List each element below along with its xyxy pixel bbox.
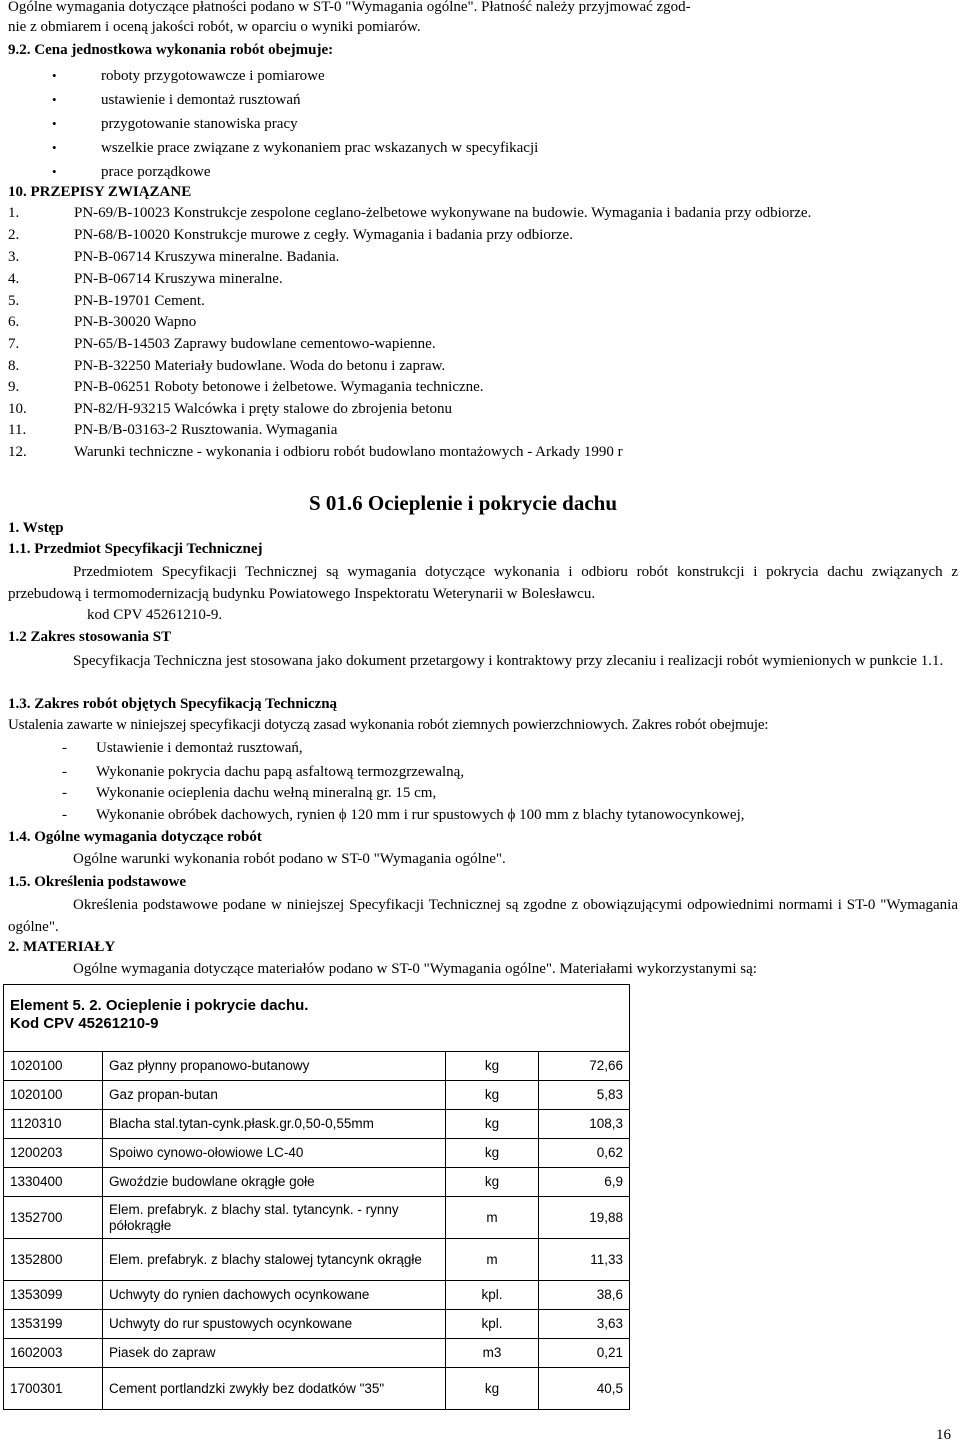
intro-line-1: Ogólne wymagania dotyczące płatności podano w ST-0 "Wymagania ogólne". Płatność należy przyjmować zgod- [8, 0, 691, 15]
bullet-icon: • [52, 68, 57, 83]
bullet-item: • roboty przygotowawcze i pomiarowe [52, 68, 325, 84]
table-row: 1353099 Uchwyty do rynien dachowych ocynkowane kpl. 38,6 [4, 1281, 630, 1310]
table-row: 1352800 Elem. prefabryk. z blachy stalowej tytancynk okrągłe m 11,33 [4, 1239, 630, 1281]
section-1-5-body: Określenia podstawowe podane w niniejszej Specyfikacji Technicznej są zgodne z obowiązującymi odpowiednimi normami i ST-0 "Wymagania ogólne". [8, 897, 958, 935]
section-1-4-title: 1.4. Ogólne wymagania dotyczące robót [8, 829, 262, 845]
cpv-code: kod CPV 45261210-9. [87, 607, 223, 623]
table-row: 1353199 Uchwyty do rur spustowych ocynkowane kpl. 3,63 [4, 1310, 630, 1339]
table-row: 1330400 Gwoździe budowlane okrągłe gołe kg 6,9 [4, 1168, 630, 1197]
section-2-title: 2. MATERIAŁY [8, 939, 116, 955]
page-number: 16 [936, 1427, 951, 1443]
table-header: Element 5. 2. Ocieplenie i pokrycie dachu. Kod CPV 45261210-9 [4, 985, 630, 1052]
bullet-icon: • [52, 164, 57, 179]
bullet-item: • przygotowanie stanowiska pracy [52, 116, 298, 132]
table-header-row [4, 985, 630, 1052]
section-1-3-title: 1.3. Zakres robót objętych Specyfikacją Techniczną [8, 696, 338, 712]
section-1-4-body: Ogólne warunki wykonania robót podano w ST-0 "Wymagania ogólne". [73, 851, 506, 867]
spec-title: S 01.6 Ocieplenie i pokrycie dachu [309, 491, 618, 515]
bullet-icon: • [52, 140, 57, 155]
section-9-2-title: 9.2. Cena jednostkowa wykonania robót obejmuje: [8, 42, 334, 58]
bullet-item: • wszelkie prace związane z wykonaniem prac wskazanych w specyfikacji [52, 140, 539, 156]
materials-table [3, 984, 630, 1410]
table-row: 1120310 Blacha stal.tytan-cynk.płask.gr.0,50-0,55mm kg 108,3 [4, 1110, 630, 1139]
bullet-item: • ustawienie i demontaż rusztowań [52, 92, 301, 108]
section-1-5-title: 1.5. Określenia podstawowe [8, 874, 187, 890]
section-1-2-body: Specyfikacja Techniczna jest stosowana jako dokument przetargowy i kontraktowy przy zlecaniu i realizacji robót wymienionych w punkcie 1.1. [73, 653, 944, 669]
section-1-title: 1. Wstęp [8, 520, 64, 536]
section-2-body: Ogólne wymagania dotyczące materiałów podano w ST-0 "Wymagania ogólne". Materiałami wykorzystanymi są: [73, 961, 757, 977]
section-1-3-body: Ustalenia zawarte w niniejszej specyfikacji dotyczą zasad wykonania robót ziemnych powierzchniowych. Zakres robót obejmuje: [8, 717, 769, 733]
table-row: 1602003 Piasek do zapraw m3 0,21 [4, 1339, 630, 1368]
section-1-1-title: 1.1. Przedmiot Specyfikacji Technicznej [8, 541, 263, 557]
table-row: 1200203 Spoiwo cynowo-ołowiowe LC-40 kg 0,62 [4, 1139, 630, 1168]
section-1-2-title: 1.2 Zakres stosowania ST [8, 629, 172, 645]
table-row: 1020100 Gaz płynny propanowo-butanowy kg 72,66 [4, 1052, 630, 1081]
table-row: 1352700 Elem. prefabryk. z blachy stal. tytancynk. - rynny półokrągłe m 19,88 [4, 1197, 630, 1239]
bullet-icon: • [52, 92, 57, 107]
table-row: 1020100 Gaz propan-butan kg 5,83 [4, 1081, 630, 1110]
section-10-title: 10. PRZEPISY ZWIĄZANE [8, 184, 192, 200]
bullet-icon: • [52, 116, 57, 131]
intro-line-2: nie z obmiarem i oceną jakości robót, w oparciu o wyniki pomiarów. [8, 19, 421, 35]
bullet-item: • prace porządkowe [52, 164, 211, 180]
table-row: 1700301 Cement portlandzki zwykły bez dodatków "35" kg 40,5 [4, 1368, 630, 1410]
section-1-1-body: Przedmiotem Specyfikacji Technicznej są wymagania dotyczące wykonania i odbioru robót konstrukcji i pokrycia dachu związanych z przebudową i termomodernizacją budynku Powiatowego Inspektoratu Weterynarii w Bolesławcu. [8, 564, 958, 602]
